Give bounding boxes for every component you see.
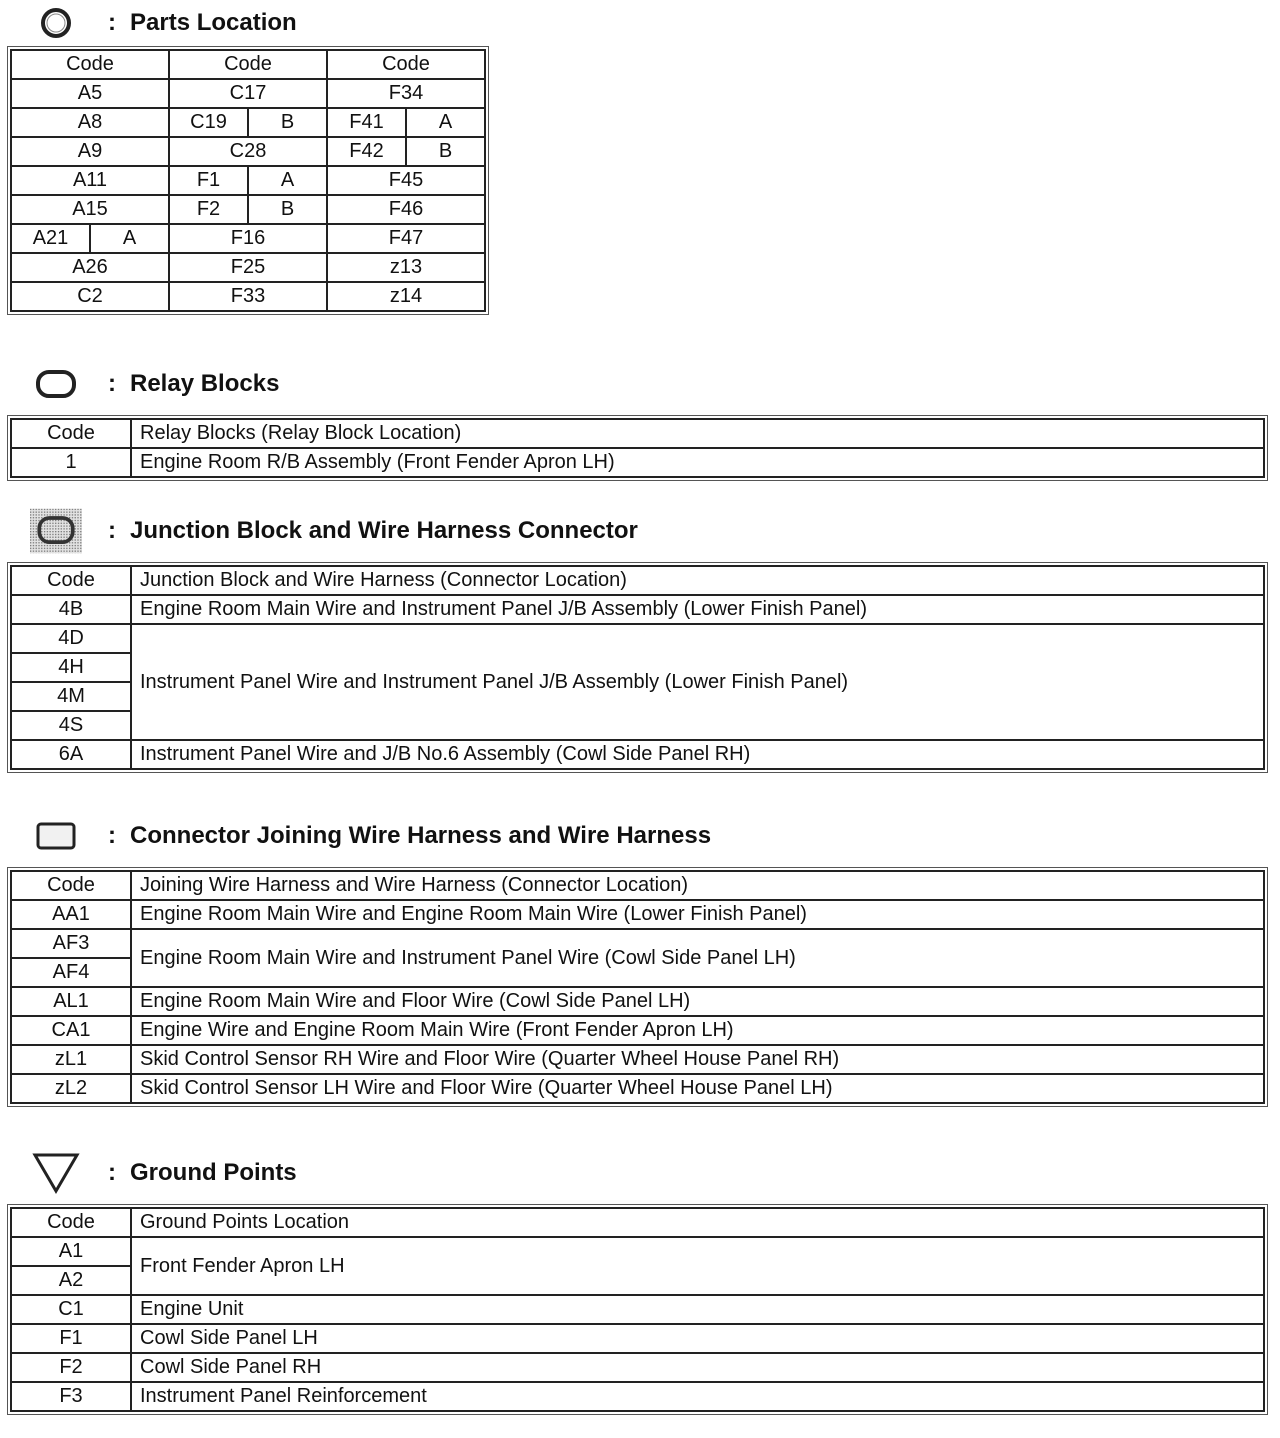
part-code-cell: F42	[327, 137, 406, 166]
location-description-cell: Front Fender Apron LH	[131, 1237, 1264, 1295]
code-column-header: Code	[11, 566, 131, 595]
part-code-cell: A21	[11, 224, 90, 253]
code-column-header: Code	[11, 1208, 131, 1237]
location-description-cell: Engine Room Main Wire and Instrument Panel J/B Assembly (Lower Finish Panel)	[131, 595, 1264, 624]
rectangle-connector-icon	[30, 818, 82, 854]
connector-joining-heading	[30, 818, 711, 854]
table-row	[11, 166, 485, 195]
code-cell: zL2	[11, 1074, 131, 1103]
section-title: Junction Block and Wire Harness Connector	[130, 517, 638, 544]
column-header: Code	[169, 50, 327, 79]
circle-icon	[30, 5, 82, 41]
heading-colon: :	[108, 1159, 116, 1186]
code-cell: AF3	[11, 929, 131, 958]
column-header: Code	[11, 50, 169, 79]
table-row	[11, 137, 485, 166]
table-row	[11, 79, 485, 108]
table-row	[11, 448, 1264, 477]
code-cell: 4H	[11, 653, 131, 682]
code-cell: 4B	[11, 595, 131, 624]
part-code-cell: A9	[11, 137, 169, 166]
table-header-row	[11, 566, 1264, 595]
part-code-cell: A5	[11, 79, 169, 108]
junction-block-table	[10, 565, 1265, 770]
ground-points-table	[10, 1207, 1265, 1412]
code-cell: CA1	[11, 1016, 131, 1045]
code-cell: A2	[11, 1266, 131, 1295]
parts-location-table	[10, 49, 486, 312]
part-connector-letter-cell: B	[248, 108, 327, 137]
relay-blocks-heading	[30, 366, 279, 402]
code-cell: F3	[11, 1382, 131, 1411]
part-code-cell: A26	[11, 253, 169, 282]
heading-colon: :	[108, 9, 116, 36]
heading-colon: :	[108, 370, 116, 397]
part-code-cell: C19	[169, 108, 248, 137]
part-connector-letter-cell: B	[406, 137, 485, 166]
shaded-oval-icon	[30, 513, 82, 549]
part-code-cell: C2	[11, 282, 169, 311]
part-code-cell: A11	[11, 166, 169, 195]
code-cell: F1	[11, 1324, 131, 1353]
location-description-cell: Engine Room Main Wire and Instrument Panel Wire (Cowl Side Panel LH)	[131, 929, 1264, 987]
code-cell: 6A	[11, 740, 131, 769]
location-description-cell: Instrument Panel Wire and Instrument Panel J/B Assembly (Lower Finish Panel)	[131, 624, 1264, 740]
section-title: Ground Points	[130, 1159, 297, 1186]
part-code-cell: F25	[169, 253, 327, 282]
part-code-cell: A8	[11, 108, 169, 137]
triangle-down-icon	[30, 1155, 82, 1191]
table-header-row	[11, 1208, 1264, 1237]
part-connector-letter-cell: B	[248, 195, 327, 224]
location-description-cell: Instrument Panel Wire and J/B No.6 Assembly (Cowl Side Panel RH)	[131, 740, 1264, 769]
part-connector-letter-cell: A	[248, 166, 327, 195]
table-row	[11, 929, 1264, 958]
ground-points-heading	[30, 1155, 297, 1191]
location-column-header: Ground Points Location	[131, 1208, 1264, 1237]
code-cell: A1	[11, 1237, 131, 1266]
table-row	[11, 595, 1264, 624]
junction-block-heading	[30, 513, 638, 549]
code-cell: 4S	[11, 711, 131, 740]
heading-colon: :	[108, 517, 116, 544]
location-description-cell: Cowl Side Panel LH	[131, 1324, 1264, 1353]
part-code-cell: F41	[327, 108, 406, 137]
part-code-cell: F2	[169, 195, 248, 224]
part-code-cell: F47	[327, 224, 485, 253]
table-row	[11, 1074, 1264, 1103]
part-code-cell: z13	[327, 253, 485, 282]
location-description-cell: Skid Control Sensor RH Wire and Floor Wire (Quarter Wheel House Panel RH)	[131, 1045, 1264, 1074]
section-title: Connector Joining Wire Harness and Wire Harness	[130, 822, 712, 849]
table-row	[11, 1382, 1264, 1411]
location-description-cell: Engine Room Main Wire and Engine Room Main Wire (Lower Finish Panel)	[131, 900, 1264, 929]
location-description-cell: Engine Unit	[131, 1295, 1264, 1324]
code-cell: AL1	[11, 987, 131, 1016]
heading-colon: :	[108, 822, 116, 849]
table-row	[11, 1045, 1264, 1074]
location-description-cell: Engine Wire and Engine Room Main Wire (Front Fender Apron LH)	[131, 1016, 1264, 1045]
code-cell: 1	[11, 448, 131, 477]
code-cell: F2	[11, 1353, 131, 1382]
table-header-row	[11, 419, 1264, 448]
table-header-row	[11, 871, 1264, 900]
location-description-cell: Instrument Panel Reinforcement	[131, 1382, 1264, 1411]
part-code-cell: F46	[327, 195, 485, 224]
part-code-cell: F16	[169, 224, 327, 253]
part-code-cell: F33	[169, 282, 327, 311]
code-cell: 4D	[11, 624, 131, 653]
part-code-cell: F34	[327, 79, 485, 108]
table-row	[11, 108, 485, 137]
location-column-header: Joining Wire Harness and Wire Harness (Connector Location)	[131, 871, 1264, 900]
part-code-cell: F45	[327, 166, 485, 195]
location-description-cell: Cowl Side Panel RH	[131, 1353, 1264, 1382]
table-row	[11, 740, 1264, 769]
part-code-cell: A15	[11, 195, 169, 224]
section-title: Relay Blocks	[130, 370, 280, 397]
table-row	[11, 1353, 1264, 1382]
part-code-cell: C28	[169, 137, 327, 166]
connector-joining-table	[10, 870, 1265, 1104]
location-description-cell: Engine Room R/B Assembly (Front Fender Apron LH)	[131, 448, 1264, 477]
column-header: Code	[327, 50, 485, 79]
table-row	[11, 1237, 1264, 1266]
location-description-cell: Engine Room Main Wire and Floor Wire (Cowl Side Panel LH)	[131, 987, 1264, 1016]
location-description-cell: Skid Control Sensor LH Wire and Floor Wire (Quarter Wheel House Panel LH)	[131, 1074, 1264, 1103]
code-cell: C1	[11, 1295, 131, 1324]
table-row	[11, 1295, 1264, 1324]
code-column-header: Code	[11, 419, 131, 448]
table-header-row	[11, 50, 485, 79]
table-row	[11, 253, 485, 282]
code-cell: zL1	[11, 1045, 131, 1074]
code-cell: 4M	[11, 682, 131, 711]
code-cell: AF4	[11, 958, 131, 987]
code-column-header: Code	[11, 871, 131, 900]
table-row	[11, 1324, 1264, 1353]
part-code-cell: F1	[169, 166, 248, 195]
table-row	[11, 900, 1264, 929]
part-connector-letter-cell: A	[406, 108, 485, 137]
part-connector-letter-cell: A	[90, 224, 169, 253]
location-column-header: Junction Block and Wire Harness (Connector Location)	[131, 566, 1264, 595]
table-row	[11, 195, 485, 224]
section-title: Parts Location	[130, 9, 297, 36]
table-row	[11, 224, 485, 253]
location-column-header: Relay Blocks (Relay Block Location)	[131, 419, 1264, 448]
part-code-cell: C17	[169, 79, 327, 108]
table-row	[11, 1016, 1264, 1045]
relay-blocks-table	[10, 418, 1265, 478]
code-cell: AA1	[11, 900, 131, 929]
parts-location-heading	[30, 5, 297, 41]
part-code-cell: z14	[327, 282, 485, 311]
rounded-oval-icon	[30, 366, 82, 402]
table-row	[11, 624, 1264, 653]
table-row	[11, 282, 485, 311]
table-row	[11, 987, 1264, 1016]
